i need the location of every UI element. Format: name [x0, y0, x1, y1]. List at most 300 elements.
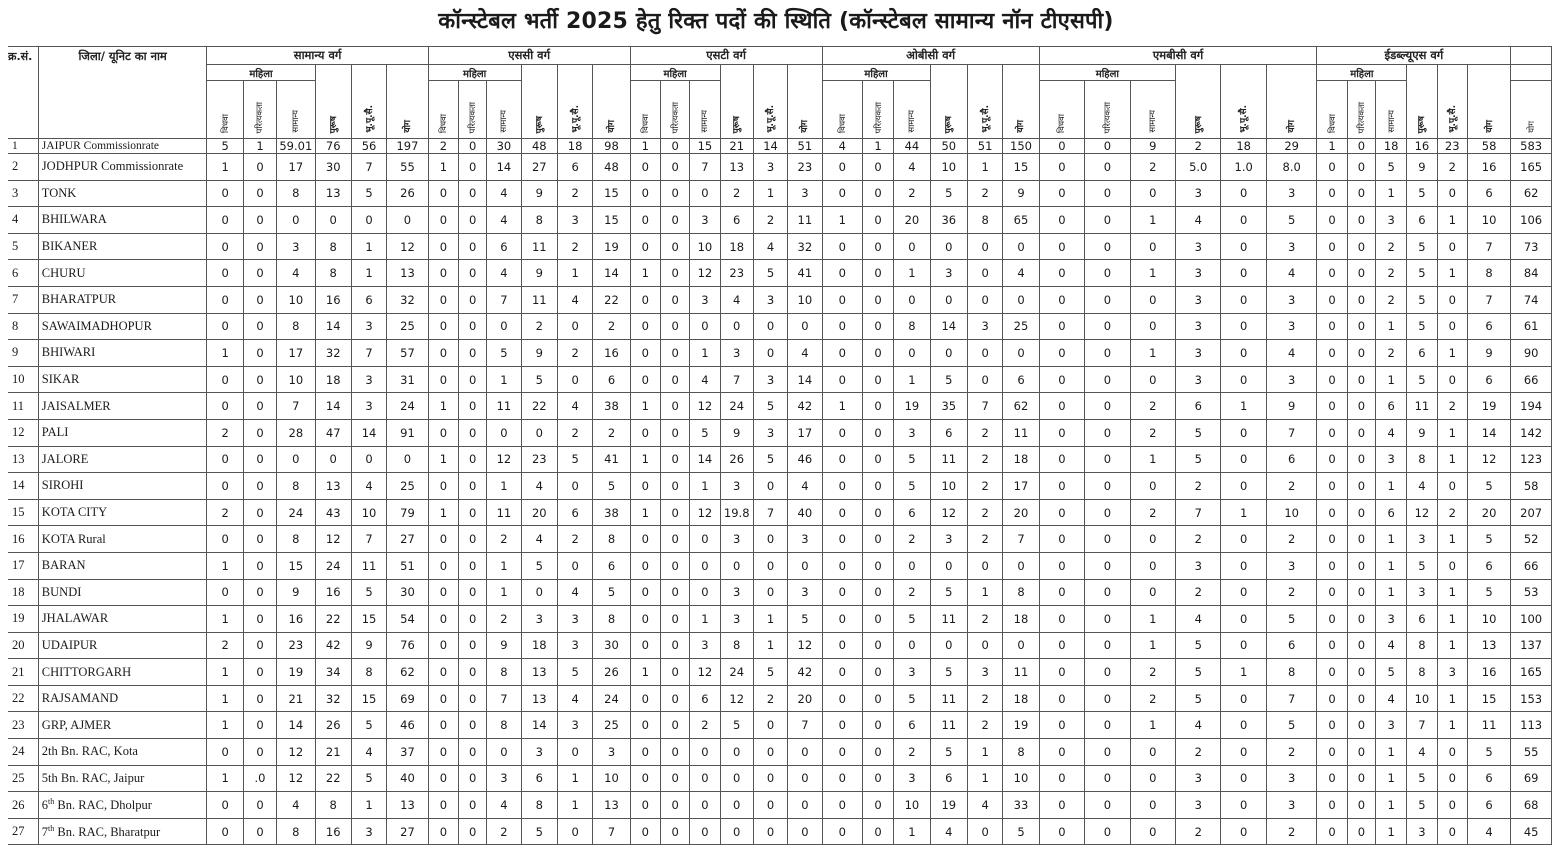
cell-obc-4: 1 [967, 739, 1002, 766]
cell-mbc-3: 4 [1176, 606, 1221, 633]
cell-ews-3: 4 [1407, 473, 1437, 500]
cell-st-4: 4 [753, 233, 787, 260]
cell-ews-3: 4 [1407, 739, 1437, 766]
cell-ews-4: 0 [1437, 552, 1467, 579]
cell-ews-2: 1 [1375, 792, 1406, 819]
cell-mbc-1: 0 [1085, 446, 1130, 473]
cell-ews-5: 6 [1467, 765, 1510, 792]
cell-mbc-1: 0 [1085, 739, 1130, 766]
cell-sc-3: 5 [521, 552, 557, 579]
cell-mbc-2: 0 [1130, 792, 1175, 819]
row-unit-name [38, 818, 207, 845]
row-unit-name: KOTA CITY [38, 499, 207, 526]
cell-ews-5: 9 [1467, 340, 1510, 367]
sub-header-general-2 [277, 81, 315, 139]
cell-sc-4: 6 [557, 499, 592, 526]
cell-mbc-5: 3 [1266, 765, 1317, 792]
cell-ews-4: 0 [1437, 739, 1467, 766]
cell-general-4: 7 [351, 154, 386, 181]
cell-mbc-0: 0 [1039, 552, 1084, 579]
cell-st-2: 3 [690, 207, 720, 234]
cell-obc-5: 5 [1003, 818, 1039, 845]
table-row [8, 366, 1552, 393]
sub-header-mbc-3 [1176, 81, 1221, 139]
cell-obc-5: 7 [1003, 526, 1039, 553]
cell-general-5: 26 [387, 180, 428, 207]
cell-grand-total: 69 [1511, 765, 1552, 792]
row-unit-name [38, 792, 207, 819]
cell-ews-3: 10 [1407, 685, 1437, 712]
cell-general-4: 5 [351, 765, 386, 792]
row-sno: 27 [8, 818, 38, 845]
cell-mbc-0: 0 [1039, 606, 1084, 633]
cell-mbc-4: 0 [1221, 579, 1266, 606]
cell-grand-total: 583 [1511, 139, 1552, 154]
cell-ews-5: 11 [1467, 712, 1510, 739]
cell-general-0: 2 [207, 632, 243, 659]
cell-ews-0: 0 [1317, 366, 1347, 393]
cell-st-2: 0 [690, 739, 720, 766]
mahila-header-mbc: महिला [1039, 65, 1175, 81]
cell-mbc-2: 2 [1130, 393, 1175, 420]
cell-general-5: 79 [387, 499, 428, 526]
cell-ews-0: 0 [1317, 473, 1347, 500]
cell-ews-4: 0 [1437, 313, 1467, 340]
cell-obc-3: 5 [930, 579, 967, 606]
cell-ews-2: 1 [1375, 366, 1406, 393]
cell-general-4: 8 [351, 659, 386, 686]
cell-grand-total: 73 [1511, 233, 1552, 260]
cell-ews-3: 16 [1407, 139, 1437, 154]
cell-st-0: 0 [630, 233, 660, 260]
cell-st-1: 0 [660, 139, 689, 154]
group-header-general: सामान्य वर्ग [207, 47, 428, 65]
cell-sc-2: 9 [487, 632, 521, 659]
unit-name-suffix: th [48, 796, 55, 806]
cell-mbc-1: 0 [1085, 606, 1130, 633]
cell-obc-1: 0 [862, 180, 893, 207]
cell-st-0: 0 [630, 579, 660, 606]
table-row [8, 340, 1552, 367]
row-unit-name: GRP, AJMER [38, 712, 207, 739]
cell-ews-3: 8 [1407, 659, 1437, 686]
cell-mbc-5: 6 [1266, 446, 1317, 473]
cell-general-0: 0 [207, 579, 243, 606]
cell-general-2: 8 [277, 818, 315, 845]
cell-obc-3: 4 [930, 818, 967, 845]
cell-sc-0: 1 [428, 154, 458, 181]
cell-sc-3: 5 [521, 818, 557, 845]
cell-sc-3: 8 [521, 792, 557, 819]
cell-ews-2: 6 [1375, 393, 1406, 420]
cell-ews-3: 5 [1407, 233, 1437, 260]
cell-sc-2: 0 [487, 313, 521, 340]
cell-st-3: 3 [720, 579, 753, 606]
cell-obc-1: 0 [862, 419, 893, 446]
row-unit-name: BHARATPUR [38, 286, 207, 313]
cell-obc-1: 0 [862, 632, 893, 659]
cell-sc-0: 0 [428, 739, 458, 766]
cell-mbc-4: 1 [1221, 659, 1266, 686]
cell-obc-1: 0 [862, 552, 893, 579]
cell-st-0: 1 [630, 499, 660, 526]
cell-ews-2: 3 [1375, 446, 1406, 473]
cell-obc-0: 4 [822, 139, 862, 154]
cell-sc-0: 0 [428, 419, 458, 446]
cell-general-3: 13 [315, 180, 351, 207]
sub-header-spacer [315, 65, 351, 81]
cell-ews-4: 1 [1437, 632, 1467, 659]
row-sno: 11 [8, 393, 38, 420]
sub-header-spacer [967, 65, 1002, 81]
cell-st-1: 0 [660, 340, 689, 367]
cell-general-1: 0 [243, 260, 276, 287]
cell-sc-4: 1 [557, 792, 592, 819]
cell-general-1: 0 [243, 526, 276, 553]
row-unit-name: JAISALMER [38, 393, 207, 420]
cell-st-4: 5 [753, 260, 787, 287]
cell-ews-2: 3 [1375, 712, 1406, 739]
cell-general-0: 0 [207, 393, 243, 420]
cell-ews-1: 0 [1347, 446, 1375, 473]
cell-obc-0: 0 [822, 233, 862, 260]
cell-sc-5: 13 [593, 792, 630, 819]
sub-header-label: भू.पू.सै. [1239, 105, 1250, 133]
cell-st-1: 0 [660, 446, 689, 473]
cell-st-3: 3 [720, 473, 753, 500]
cell-general-2: 8 [277, 180, 315, 207]
cell-obc-2: 2 [894, 180, 930, 207]
sub-header-label: पुरूष [944, 115, 955, 133]
cell-ews-4: 0 [1437, 180, 1467, 207]
cell-ews-5: 6 [1467, 180, 1510, 207]
cell-ews-4: 1 [1437, 526, 1467, 553]
cell-sc-2: 8 [487, 712, 521, 739]
cell-ews-2: 18 [1375, 139, 1406, 154]
cell-mbc-3: 7 [1176, 499, 1221, 526]
cell-sc-0: 0 [428, 552, 458, 579]
cell-ews-0: 0 [1317, 579, 1347, 606]
cell-st-1: 0 [660, 579, 689, 606]
sub-header-label: परित्यकता [670, 101, 681, 133]
cell-sc-1: 0 [459, 340, 487, 367]
cell-ews-2: 1 [1375, 739, 1406, 766]
cell-st-5: 10 [788, 286, 822, 313]
cell-obc-1: 0 [862, 233, 893, 260]
sub-header-ews-2 [1375, 81, 1406, 139]
sub-header-st-3 [720, 81, 753, 139]
cell-ews-4: 0 [1437, 473, 1467, 500]
cell-sc-5: 8 [593, 526, 630, 553]
cell-obc-5: 9 [1003, 180, 1039, 207]
row-unit-name: SIROHI [38, 473, 207, 500]
row-sno: 16 [8, 526, 38, 553]
cell-obc-2: 10 [894, 792, 930, 819]
cell-general-1: 0 [243, 340, 276, 367]
cell-mbc-3: 5 [1176, 685, 1221, 712]
cell-general-0: 0 [207, 233, 243, 260]
cell-mbc-5: 4 [1266, 340, 1317, 367]
cell-ews-0: 0 [1317, 659, 1347, 686]
cell-obc-0: 0 [822, 712, 862, 739]
cell-mbc-3: 3 [1176, 260, 1221, 287]
cell-ews-3: 5 [1407, 260, 1437, 287]
cell-general-0: 0 [207, 286, 243, 313]
cell-sc-5: 15 [593, 180, 630, 207]
cell-mbc-3: 3 [1176, 180, 1221, 207]
row-sno: 2 [8, 154, 38, 181]
cell-ews-1: 0 [1347, 739, 1375, 766]
cell-ews-3: 5 [1407, 552, 1437, 579]
cell-st-3: 3 [720, 526, 753, 553]
cell-mbc-2: 1 [1130, 340, 1175, 367]
cell-mbc-3: 2 [1176, 473, 1221, 500]
grand-total-header [1511, 81, 1552, 139]
cell-ews-2: 1 [1375, 180, 1406, 207]
cell-mbc-4: 0 [1221, 419, 1266, 446]
cell-obc-0: 0 [822, 286, 862, 313]
cell-sc-0: 0 [428, 260, 458, 287]
cell-obc-2: 3 [894, 765, 930, 792]
cell-general-5: 55 [387, 154, 428, 181]
cell-sc-2: 4 [487, 260, 521, 287]
sub-header-mbc-0 [1039, 81, 1084, 139]
group-header-st: एसटी वर्ग [630, 47, 822, 65]
cell-st-4: 7 [753, 499, 787, 526]
cell-sc-2: 1 [487, 552, 521, 579]
cell-grand-total: 53 [1511, 579, 1552, 606]
cell-st-1: 0 [660, 552, 689, 579]
cell-mbc-3: 4 [1176, 712, 1221, 739]
row-sno: 6 [8, 260, 38, 287]
cell-mbc-5: 3 [1266, 552, 1317, 579]
cell-obc-4: 51 [967, 139, 1002, 154]
cell-obc-3: 0 [930, 233, 967, 260]
cell-obc-5: 62 [1003, 393, 1039, 420]
cell-obc-5: 0 [1003, 286, 1039, 313]
cell-st-4: 3 [753, 419, 787, 446]
table-row [8, 579, 1552, 606]
sub-header-label: विधवा [220, 113, 231, 133]
cell-general-4: 5 [351, 579, 386, 606]
cell-mbc-2: 0 [1130, 313, 1175, 340]
cell-mbc-4: 0 [1221, 446, 1266, 473]
cell-ews-2: 1 [1375, 526, 1406, 553]
cell-ews-1: 0 [1347, 340, 1375, 367]
cell-ews-3: 3 [1407, 818, 1437, 845]
grand-total-label: योग [1526, 121, 1537, 133]
cell-mbc-3: 3 [1176, 765, 1221, 792]
cell-mbc-1: 0 [1085, 233, 1130, 260]
cell-general-1: 0 [243, 499, 276, 526]
cell-mbc-4: 0 [1221, 260, 1266, 287]
cell-ews-4: 3 [1437, 659, 1467, 686]
cell-general-5: 51 [387, 552, 428, 579]
cell-ews-1: 0 [1347, 366, 1375, 393]
cell-mbc-0: 0 [1039, 739, 1084, 766]
sub-header-spacer [720, 65, 753, 81]
sub-header-spacer [788, 65, 822, 81]
cell-sc-2: 3 [487, 765, 521, 792]
cell-obc-1: 0 [862, 659, 893, 686]
cell-general-0: 0 [207, 207, 243, 234]
cell-ews-0: 0 [1317, 606, 1347, 633]
cell-st-2: 3 [690, 286, 720, 313]
row-sno: 9 [8, 340, 38, 367]
cell-ews-3: 7 [1407, 712, 1437, 739]
row-sno: 8 [8, 313, 38, 340]
name-header: जिला/ यूनिट का नाम [38, 47, 207, 139]
cell-st-5: 4 [788, 473, 822, 500]
cell-obc-4: 3 [967, 313, 1002, 340]
cell-st-5: 42 [788, 659, 822, 686]
cell-mbc-1: 0 [1085, 659, 1130, 686]
cell-st-5: 7 [788, 712, 822, 739]
cell-mbc-1: 0 [1085, 154, 1130, 181]
cell-general-1: 0 [243, 712, 276, 739]
cell-mbc-3: 5 [1176, 446, 1221, 473]
cell-ews-0: 0 [1317, 286, 1347, 313]
sub-header-spacer [351, 65, 386, 81]
cell-ews-5: 19 [1467, 393, 1510, 420]
cell-general-2: 4 [277, 792, 315, 819]
cell-obc-4: 2 [967, 606, 1002, 633]
sub-header-label: योग [800, 120, 811, 133]
cell-sc-0: 0 [428, 286, 458, 313]
cell-mbc-0: 0 [1039, 180, 1084, 207]
cell-st-5: 0 [788, 818, 822, 845]
cell-ews-2: 6 [1375, 499, 1406, 526]
cell-general-2: 23 [277, 632, 315, 659]
cell-obc-1: 0 [862, 499, 893, 526]
cell-mbc-0: 0 [1039, 139, 1084, 154]
cell-general-3: 32 [315, 340, 351, 367]
cell-ews-0: 0 [1317, 739, 1347, 766]
cell-mbc-1: 0 [1085, 366, 1130, 393]
cell-general-2: 8 [277, 526, 315, 553]
cell-mbc-3: 3 [1176, 366, 1221, 393]
sub-header-ews-0 [1317, 81, 1347, 139]
cell-ews-0: 1 [1317, 139, 1347, 154]
cell-sc-5: 10 [593, 765, 630, 792]
cell-sc-1: 0 [459, 260, 487, 287]
cell-general-4: 3 [351, 366, 386, 393]
cell-general-2: 16 [277, 606, 315, 633]
cell-ews-5: 5 [1467, 526, 1510, 553]
cell-general-1: 0 [243, 552, 276, 579]
cell-obc-3: 50 [930, 139, 967, 154]
cell-st-0: 0 [630, 340, 660, 367]
cell-mbc-5: 3 [1266, 792, 1317, 819]
cell-obc-4: 0 [967, 366, 1002, 393]
cell-sc-5: 26 [593, 659, 630, 686]
cell-ews-4: 2 [1437, 499, 1467, 526]
cell-grand-total: 58 [1511, 473, 1552, 500]
cell-ews-3: 5 [1407, 286, 1437, 313]
cell-obc-1: 0 [862, 260, 893, 287]
table-row [8, 473, 1552, 500]
cell-mbc-3: 3 [1176, 552, 1221, 579]
cell-grand-total: 142 [1511, 419, 1552, 446]
cell-st-2: 3 [690, 632, 720, 659]
cell-general-2: 9 [277, 579, 315, 606]
cell-obc-2: 6 [894, 499, 930, 526]
cell-mbc-5: 2 [1266, 739, 1317, 766]
cell-st-3: 5 [720, 712, 753, 739]
cell-general-5: 25 [387, 473, 428, 500]
cell-sc-2: 0 [487, 739, 521, 766]
cell-general-3: 16 [315, 579, 351, 606]
cell-sc-2: 30 [487, 139, 521, 154]
sub-header-label: भू.पू.सै. [980, 105, 991, 133]
cell-sc-5: 3 [593, 739, 630, 766]
cell-st-0: 0 [630, 286, 660, 313]
cell-ews-0: 0 [1317, 685, 1347, 712]
cell-sc-2: 11 [487, 499, 521, 526]
cell-sc-0: 0 [428, 366, 458, 393]
cell-general-2: 24 [277, 499, 315, 526]
cell-grand-total: 74 [1511, 286, 1552, 313]
sub-header-spacer [1221, 65, 1266, 81]
sub-header-label: सामान्य [1386, 110, 1397, 133]
cell-mbc-0: 0 [1039, 659, 1084, 686]
cell-ews-0: 0 [1317, 632, 1347, 659]
sno-header: क्र.सं. [8, 47, 38, 139]
cell-obc-1: 0 [862, 606, 893, 633]
cell-mbc-2: 0 [1130, 765, 1175, 792]
row-unit-name: SIKAR [38, 366, 207, 393]
cell-general-0: 1 [207, 340, 243, 367]
cell-obc-5: 8 [1003, 579, 1039, 606]
cell-general-3: 13 [315, 473, 351, 500]
table-row [8, 207, 1552, 234]
row-unit-name: JAIPUR Commissionrate [38, 139, 207, 154]
cell-sc-0: 0 [428, 340, 458, 367]
cell-obc-4: 3 [967, 659, 1002, 686]
cell-general-5: 32 [387, 286, 428, 313]
group-header-obc: ओबीसी वर्ग [822, 47, 1039, 65]
cell-general-2: 28 [277, 419, 315, 446]
cell-obc-5: 0 [1003, 552, 1039, 579]
cell-obc-5: 6 [1003, 366, 1039, 393]
cell-st-1: 0 [660, 233, 689, 260]
cell-obc-0: 0 [822, 154, 862, 181]
cell-mbc-0: 0 [1039, 685, 1084, 712]
cell-general-3: 14 [315, 313, 351, 340]
cell-st-3: 13 [720, 154, 753, 181]
sub-header-spacer [1266, 65, 1317, 81]
cell-obc-0: 0 [822, 579, 862, 606]
row-sno: 10 [8, 366, 38, 393]
cell-mbc-1: 0 [1085, 207, 1130, 234]
grand-total-header-spacer [1511, 65, 1552, 81]
cell-obc-5: 0 [1003, 340, 1039, 367]
cell-mbc-5: 7 [1266, 685, 1317, 712]
cell-ews-1: 0 [1347, 712, 1375, 739]
cell-st-5: 0 [788, 552, 822, 579]
cell-obc-1: 0 [862, 207, 893, 234]
table-row [8, 393, 1552, 420]
cell-st-4: 0 [753, 473, 787, 500]
cell-obc-2: 2 [894, 579, 930, 606]
cell-obc-0: 0 [822, 473, 862, 500]
cell-obc-5: 11 [1003, 659, 1039, 686]
cell-general-4: 3 [351, 313, 386, 340]
cell-mbc-5: 3 [1266, 233, 1317, 260]
cell-general-5: 76 [387, 632, 428, 659]
cell-ews-2: 1 [1375, 818, 1406, 845]
sub-header-label: योग [402, 120, 413, 133]
